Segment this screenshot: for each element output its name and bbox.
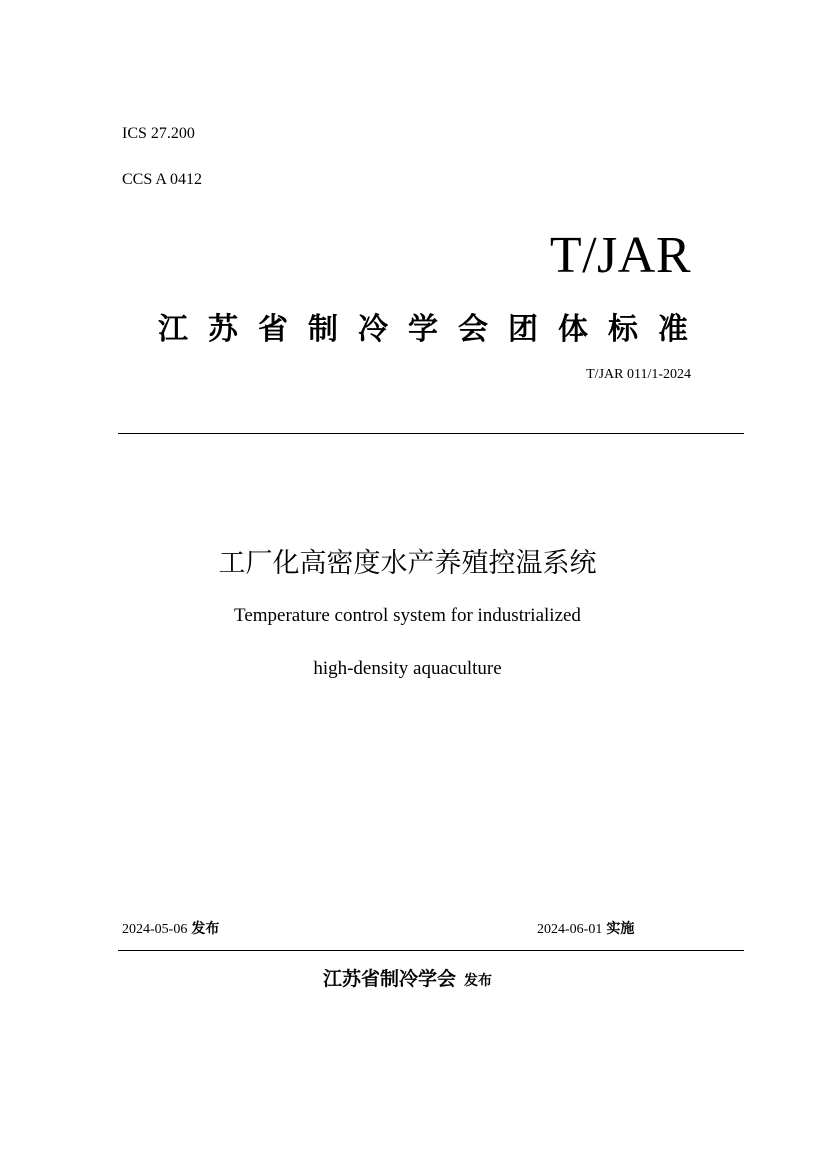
ics-code: ICS 27.200 — [122, 125, 195, 142]
publish-date — [122, 918, 219, 938]
document-title-cn: 工厂化高密度水产养殖控温系统 — [218, 548, 597, 579]
bottom-divider — [118, 950, 744, 951]
implement-date-value: 2024-06-01 — [537, 922, 603, 937]
issuer — [0, 964, 815, 991]
standard-logo: T/JAR — [549, 227, 691, 284]
standard-type-title: 江苏省制冷学会团体标准 — [158, 312, 708, 347]
implement-date — [537, 918, 634, 938]
issuer-name: 江苏省制冷学会 — [322, 968, 456, 990]
document-title-en-line1: Temperature control system for industrialized — [234, 605, 581, 626]
publish-label: 发布 — [191, 921, 220, 937]
issuer-label: 发布 — [464, 973, 492, 989]
implement-label: 实施 — [606, 921, 635, 937]
top-divider — [118, 433, 744, 434]
ccs-code: CCS A 0412 — [122, 171, 203, 188]
standard-number: T/JAR 011/1-2024 — [586, 367, 691, 382]
document-title-en-line2: high-density aquaculture — [313, 658, 502, 679]
publish-date-value: 2024-05-06 — [122, 922, 188, 937]
